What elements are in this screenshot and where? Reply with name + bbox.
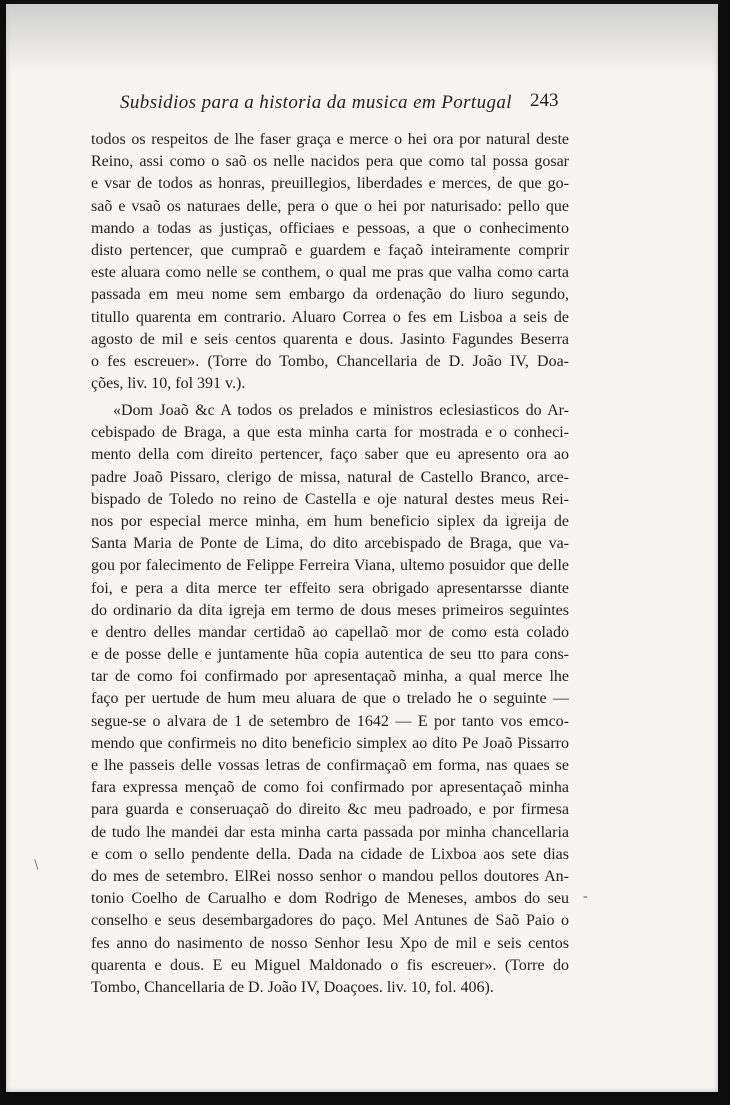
running-head-title: Subsidios para a historia da musica em Portugal [120,92,512,113]
text-line: agosto de mil e seis centos quarenta e dous. Jasinto Fagundes Beserra [91,330,569,348]
text-line: «Dom Joaõ &c A todos os prelados e ministros eclesiasticos do Ar- [113,402,569,419]
text-line: foi, e pera a dita merce ter effeito sera obrigado apresentarsse diante [91,579,569,597]
text-line: do ordinario da dita igreja em termo de dous meses primeiros seguintes [91,601,569,619]
text-line: disto pertencer, que cumpraõ e guardem e façaõ inteiramente comprir [91,241,569,259]
page-number: 243 [530,90,559,111]
paragraph-continuation [91,129,569,395]
text-line: mando a todas as justiças, officiaes e pessoas, a que o conhecimento [91,219,569,237]
text-line: cebispado de Braga, a que esta minha carta for mostrada e o conheci- [91,424,569,442]
text-line: mendo que confirmeis no dito beneficio simplex ao dito Pe Joaõ Pissarro [91,734,569,752]
paragraph-carta [91,400,569,999]
text-line: bispado de Toledo no reino de Castella e oje natural destes meus Rei- [91,490,569,508]
text-line: nos por especial merce minha, em hum beneficio siplex da igreija de [91,512,569,530]
margin-pencil-mark: / [30,857,44,873]
edge-mark: - [583,889,588,904]
text-line: conselho e seus desembargadores do paço. Mel Antunes de Saõ Paio o [91,912,569,930]
text-line: e de posse delle e juntamente hũa copia autentica de seu tto para cons- [91,646,569,664]
text-line: saõ e vsaõ os naturaes delle, pera o que o hei por naturisado: pello que [91,197,569,215]
text-line: passada em meu nome sem embargo da ordenação do liuro segundo, [91,286,569,304]
text-line: este aluara como nelle se conthem, o qual me pras que valha como carta [91,264,569,282]
text-line: Reino, assi como o saõ os nelle nacidos pera que como tal possa gosar [91,153,569,171]
text-line: fes anno do nasimento de nosso Senhor Iesu Xpo de mil e seis centos [91,934,569,952]
text-line: tonio Coelho de Carualho e dom Rodrigo de Meneses, ambos do seu [91,890,569,908]
text-line: Santa Maria de Ponte de Lima, do dito arcebispado de Braga, que va- [91,535,569,553]
text-line: fara expressa mençaõ de como foi confirmado por apresentaçaõ minha [91,779,569,797]
text-line: e com o sello pendente della. Dada na cidade de Lixboa aos sete dias [91,845,569,863]
text-line: titullo quarenta em contrario. Aluaro Correa o fes em Lisboa a seis de [91,308,569,326]
text-line: para guarda e conseruaçaõ do direito &c meu padroado, e por firmesa [91,801,569,819]
text-line: e dentro delles mandar certidaõ ao capellaõ mor de como esta colado [91,623,569,641]
text-line: o fes escreuer». (Torre do Tombo, Chancellaria de D. João IV, Doa- [91,352,569,370]
text-line: de tudo lhe mandei dar esta minha carta passada por minha chancellaria [91,823,569,841]
text-line: Tombo, Chancellaria de D. João IV, Doaçoes. liv. 10, fol. 406). [91,978,494,996]
text-line: tar de como foi confirmado por apresentaçaõ minha, a qual merce lhe [91,668,569,686]
text-line: segue-se o alvara de 1 de setembro de 1642 — E por tanto vos emco- [91,712,569,730]
text-line: e lhe passeis delle vossas letras de confirmaçaõ em forma, nas quaes se [91,757,569,774]
text-line: do mes de setembro. ElRei nosso senhor o mandou pellos doutores An- [91,867,569,885]
text-line: ções, liv. 10, fol 391 v.). [91,375,246,393]
text-line: todos os respeitos de lhe faser graça e merce o hei ora por natural deste [91,131,569,148]
text-line: faço per uertude de hum meu aluara de que o trelado he o seguinte — [91,690,569,708]
scan-right-border [718,0,730,1105]
text-line: quarenta e dous. E eu Miguel Maldonado o fis escreuer». (Torre do [91,956,569,974]
scan-bottom-border [0,1092,730,1105]
text-line: gou por falecimento de Felippe Ferreira Viana, ultemo posuidor que delle [91,557,569,575]
text-line: e vsar de todos as honras, preuillegios, liberdades e merces, de que go- [91,175,569,193]
text-line: mento della com direito pertencer, faço saber que eu apresento ora ao [91,446,569,464]
page-top-shadow [6,4,718,74]
text-line: padre Joaõ Pissaro, clerigo de missa, natural de Castello Branco, arce- [91,468,569,486]
